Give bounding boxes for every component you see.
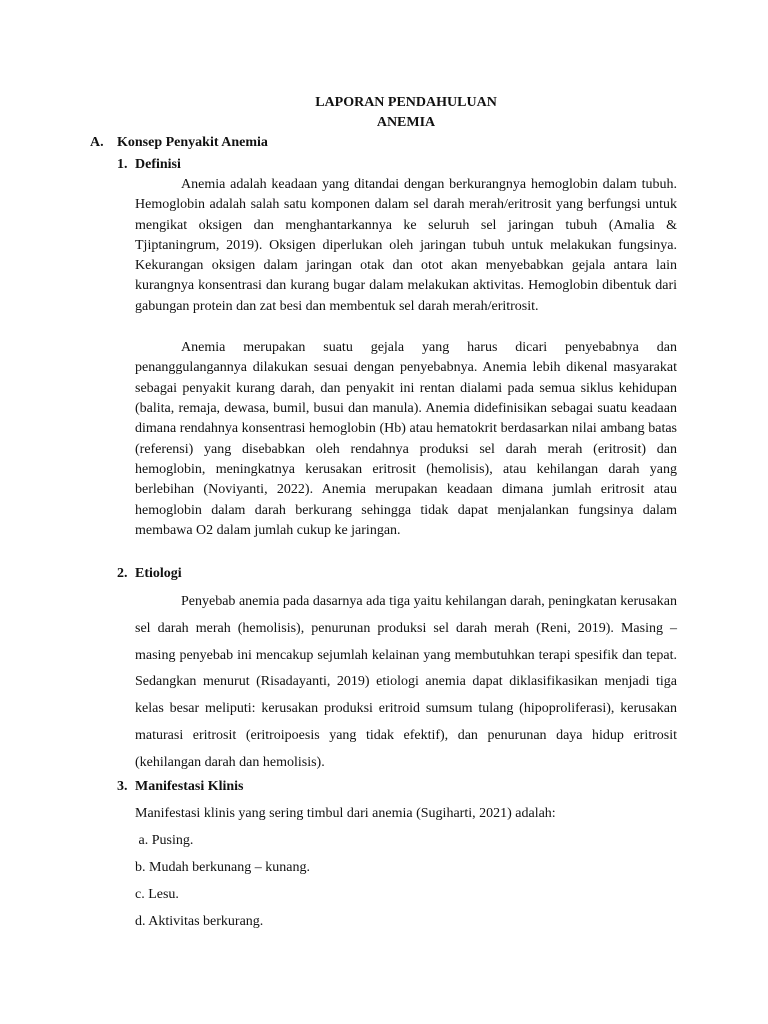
definisi-paragraph-1: Anemia adalah keadaan yang ditandai dengan berkurangnya hemoglobin dalam tubuh. Hemoglobin adalah salah satu komponen dalam sel darah merah/eritrosit yang berfungsi untuk mengikat oksigen dan menghantarkannya ke seluruh sel jaringan tubuh (Amalia & Tjiptaningrum, 2019). Oksigen diperlukan oleh jaringan tubuh untuk melakukan fungsinya. Kekurangan oksigen dalam jaringan otak dan otot akan menyebabkan gejala antara lain kurangnya konsentrasi dan kurang bugar dalam melakukan aktivitas. Hemoglobin dibentuk dari gabungan protein dan zat besi dan membentuk sel darah merah/eritrosit. — [135, 177, 677, 314]
list-item: c. Lesu. — [135, 887, 179, 902]
subsection-3-number: 3. — [117, 779, 128, 794]
subsection-1-number: 1. — [117, 157, 128, 172]
subsection-2-title: Etiologi — [135, 566, 182, 581]
list-item: d. Aktivitas berkurang. — [135, 914, 264, 929]
list-item: b. Mudah berkunang – kunang. — [135, 860, 310, 875]
etiologi-paragraph: Penyebab anemia pada dasarnya ada tiga yaitu kehilangan darah, peningkatan kerusakan sel darah merah (hemolisis), penurunan produksi sel darah merah (Reni, 2019). Masing – masing penyebab ini mencakup sejumlah kelainan yang membutuhkan terapi spesifik dan tepat. Sedangkan menurut (Risadayanti, 2019) etiologi anemia dapat diklasifikasikan menjadi tiga kelas besar meliputi: kerusakan produksi eritroid sumsum tulang (hipoproliferasi), kerusakan maturasi eritrosit (eritroipoesis yang tidak efektif), dan penurunan daya hidup eritrosit (kehilangan darah dan hemolisis). — [135, 594, 677, 770]
section-a-letter: A. — [90, 135, 104, 150]
document-subtitle: ANEMIA — [376, 115, 436, 130]
subsection-3-title: Manifestasi Klinis — [135, 779, 244, 794]
section-a-title: Konsep Penyakit Anemia — [117, 135, 268, 150]
subsection-2-number: 2. — [117, 566, 128, 581]
manifestasi-intro: Manifestasi klinis yang sering timbul dari anemia (Sugiharti, 2021) adalah: — [135, 806, 556, 821]
list-item: a. Pusing. — [135, 833, 194, 848]
definisi-paragraph-2: Anemia merupakan suatu gejala yang harus dicari penyebabnya dan penanggulangannya dilakukan sesuai dengan penyebabnya. Anemia lebih dikenal masyarakat sebagai penyakit kurang darah, dan penyakit ini rentan dialami pada semua siklus kehidupan (balita, remaja, dewasa, bumil, busui dan manula). Anemia didefinisikan sebagai suatu keadaan dimana rendahnya konsentrasi hemoglobin (Hb) atau hematokrit berdasarkan nilai ambang batas (referensi) yang disebabkan oleh rendahnya produksi sel darah merah (eritrosit) dan hemoglobin, meningkatnya kerusakan eritrosit (hemolisis), atau kehilangan darah yang berlebihan (Noviyanti, 2022). Anemia merupakan keadaan dimana jumlah eritrosit atau hemoglobin dalam darah berkurang sehingga tidak dapat menjalankan fungsinya dalam membawa O2 dalam jumlah cukup ke jaringan. — [135, 340, 677, 539]
subsection-1-title: Definisi — [135, 157, 181, 172]
document-title: LAPORAN PENDAHULUAN — [315, 95, 497, 110]
